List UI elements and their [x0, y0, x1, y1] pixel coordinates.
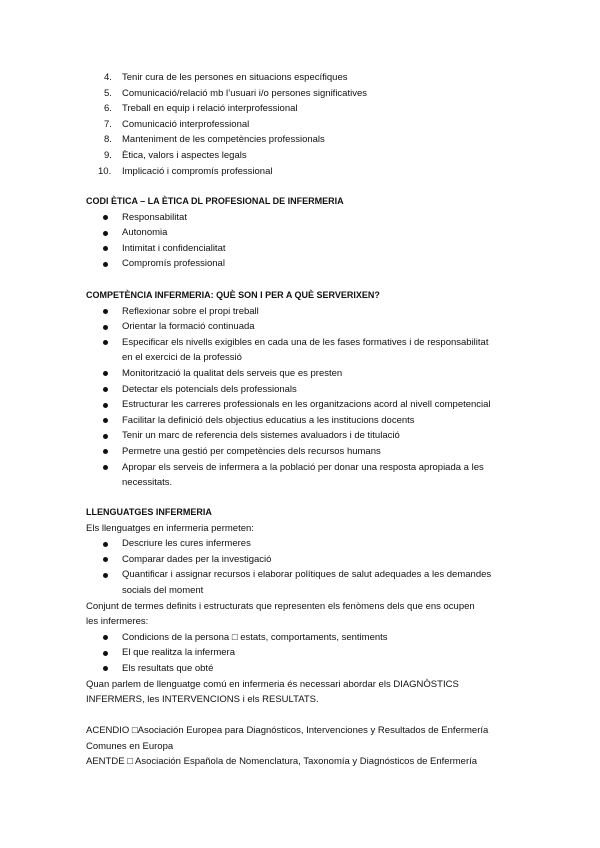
list-item: [0, 382, 600, 398]
paragraph: Conjunt de termes definits i estructurats que representen els fenòmens dels que ens ocupen: [86, 600, 475, 612]
list-item: [0, 413, 600, 429]
bullet-icon: [103, 231, 108, 236]
list-text: Tenir cura de les persones en situacions específiques: [122, 72, 348, 83]
list-number: 6.: [104, 103, 112, 115]
bullet-icon: [103, 325, 108, 330]
acronyms-section: [0, 723, 600, 770]
list-item: [0, 397, 600, 413]
list-item: [0, 164, 600, 180]
list-text: Especificar els nivells exigibles en cada una de les fases formatives i de responsabilitat: [122, 336, 489, 348]
list-text: Descriure les cures infermeres: [122, 538, 251, 550]
bullet-icon: [103, 340, 108, 345]
list-text: Implicació i compromís professional: [122, 165, 273, 177]
list-item: [0, 319, 600, 335]
list-text-continued: en el exercici de la professió: [122, 352, 242, 364]
list-text: Condicions de la persona □ estats, comportaments, sentiments: [122, 631, 388, 643]
list-text-continued: necessitats.: [122, 477, 173, 489]
list-text: Orientar la formació continuada: [122, 321, 255, 333]
paragraph: Quan parlem de llenguatge comú en infermeria és necessari abordar els DIAGNÒSTICS: [86, 678, 459, 690]
list-item: [0, 148, 600, 164]
list-text: Comunicació/relació mb l’usuari i/o persones significatives: [122, 87, 367, 99]
list-item: [0, 366, 600, 382]
bullet-icon: [103, 666, 108, 671]
paragraph: Els llenguatges en infermeria permeten:: [86, 522, 254, 534]
competencia-section: [0, 288, 600, 491]
section-heading: CODI ÈTICA – LA ÈTICA DL PROFESIONAL DE INFERMERIA: [86, 196, 344, 206]
list-number: 5.: [104, 87, 112, 99]
list-item: [0, 335, 600, 366]
bullet-list: [0, 304, 600, 491]
list-item: [0, 132, 600, 148]
list-item: [0, 210, 600, 226]
list-text: Quantificar i assignar recursos i elaborar polítiques de salut adequades a les demandes: [122, 569, 492, 581]
bullet-icon: [103, 573, 108, 578]
list-text: Compromís professional: [122, 258, 225, 270]
list-item: [0, 661, 600, 677]
list-number: 8.: [104, 134, 112, 146]
list-text: Manteniment de les competències professionals: [122, 134, 325, 146]
bullet-list: [0, 210, 600, 272]
list-text: Tenir un marc de referencia dels sistemes avaluadors i de titulació: [122, 430, 400, 442]
list-text: El que realitza la infermera: [122, 647, 235, 659]
bullet-icon: [103, 651, 108, 656]
list-item: [0, 117, 600, 133]
llenguatges-section: [0, 505, 600, 708]
bullet-icon: [103, 418, 108, 423]
paragraph-continued: INFERMERS, les INTERVENCIONS i els RESULTATS.: [86, 694, 319, 706]
bullet-icon: [103, 371, 108, 376]
list-item: [0, 444, 600, 460]
list-item: [0, 86, 600, 102]
acronym-aentde: AENTDE □ Asociación Española de Nomenclatura, Taxonomía y Diagnósticos de Enfermería: [86, 756, 478, 768]
list-item: [0, 256, 600, 272]
list-item: [0, 101, 600, 117]
list-text: Comunicació interprofessional: [122, 118, 250, 130]
list-item: [0, 552, 600, 568]
list-text: Facilitar la definició dels objectius educatius a les institucions docents: [122, 414, 415, 426]
bullet-icon: [103, 434, 108, 439]
list-item: [0, 630, 600, 646]
list-number: 4.: [104, 72, 112, 83]
list-item: [0, 645, 600, 661]
acronym-acendio: ACENDIO □Asociación Europea para Diagnósticos, Intervenciones y Resultados de Enfermería: [86, 725, 489, 736]
section-heading: LLENGUATGES INFERMERIA: [86, 507, 212, 517]
bullet-list: [0, 630, 600, 677]
list-text-continued: socials del moment: [122, 584, 204, 596]
list-item: [0, 567, 600, 598]
list-number: 7.: [104, 118, 112, 130]
list-text: Els resultats que obté: [122, 662, 214, 674]
paragraph-continued: les infermeres:: [86, 616, 149, 628]
list-item: [0, 428, 600, 444]
list-text: Apropar els serveis de infermera a la població per donar una resposta apropiada a les: [122, 461, 484, 473]
bullet-icon: [103, 387, 108, 392]
bullet-icon: [103, 557, 108, 562]
list-text: Treball en equip i relació interprofessional: [122, 103, 298, 115]
list-text: Permetre una gestió per competències dels recursos humans: [122, 445, 381, 457]
codi-etica-section: [0, 194, 600, 272]
list-text: Intimitat i confidencialitat: [122, 242, 226, 254]
list-text: Comparar dades per la investigació: [122, 553, 272, 565]
bullet-icon: [103, 542, 108, 547]
list-text: Autonomia: [122, 227, 168, 239]
bullet-list: [0, 536, 600, 598]
list-text: Estructurar les carreres professionals en les organitzacions acord al nivell competencial: [122, 399, 491, 411]
bullet-icon: [103, 403, 108, 408]
list-item: [0, 70, 600, 86]
list-item: [0, 460, 600, 491]
bullet-icon: [103, 309, 108, 314]
numbered-list-section: [0, 70, 600, 179]
list-item: [0, 304, 600, 320]
list-number: 10.: [98, 165, 112, 177]
list-text: Monitorització la qualitat dels serveis que es presten: [122, 367, 343, 379]
bullet-icon: [103, 635, 108, 640]
list-item: [0, 536, 600, 552]
list-text: Responsabilitat: [122, 211, 187, 223]
list-text: Reflexionar sobre el propi treball: [122, 305, 259, 317]
list-item: [0, 225, 600, 241]
bullet-icon: [103, 262, 108, 267]
bullet-icon: [103, 246, 108, 251]
section-heading: COMPETÈNCIA INFERMERIA: QUÈ SON I PER A QUÈ SERVERIXEN?: [86, 290, 380, 300]
list-text: Detectar els potencials dels professionals: [122, 383, 297, 395]
bullet-icon: [103, 465, 108, 470]
list-number: 9.: [104, 149, 112, 161]
acronym-acendio-continued: Comunes en Europa: [86, 740, 174, 752]
bullet-icon: [103, 215, 108, 220]
numbered-list: [0, 70, 600, 179]
list-item: [0, 241, 600, 257]
list-text: Ètica, valors i aspectes legals: [122, 149, 247, 161]
bullet-icon: [103, 449, 108, 454]
